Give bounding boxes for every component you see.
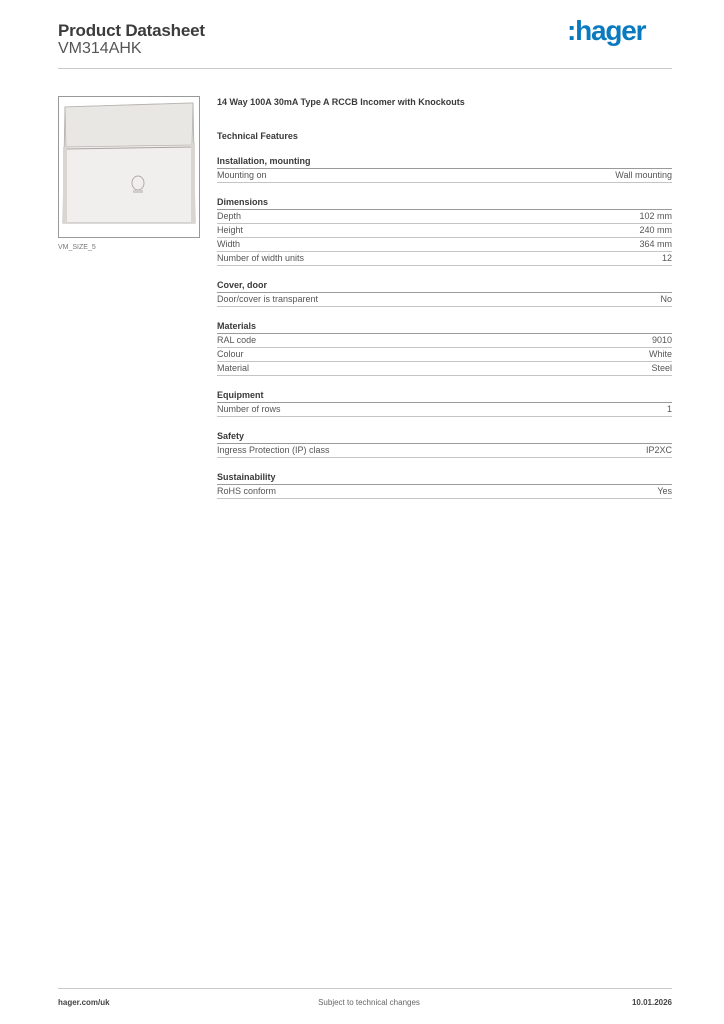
spec-groups	[217, 155, 672, 499]
spec-value: No	[660, 294, 672, 304]
spec-row	[217, 403, 672, 417]
spec-group-title: Safety	[217, 430, 672, 444]
spec-label: Mounting on	[217, 170, 267, 180]
spec-group-title: Equipment	[217, 389, 672, 403]
spec-group	[217, 155, 672, 183]
spec-label: Ingress Protection (IP) class	[217, 445, 330, 455]
spec-group-title: Dimensions	[217, 196, 672, 210]
spec-row	[217, 334, 672, 348]
spec-label: Width	[217, 239, 241, 249]
image-caption: VM_SIZE_5	[58, 244, 96, 251]
footer-notice: Subject to technical changes	[318, 998, 420, 1007]
spec-value: 12	[661, 253, 672, 263]
spec-value: IP2XC	[645, 445, 672, 455]
footer-date: 10.01.2026	[631, 998, 672, 1007]
spec-label: Colour	[217, 349, 244, 359]
technical-features-heading: Technical Features	[217, 131, 298, 141]
spec-label: RAL code	[217, 335, 257, 345]
footer-website-link[interactable]: hager.com/uk	[58, 998, 110, 1007]
product-image	[58, 96, 200, 238]
spec-label: Depth	[217, 211, 242, 221]
spec-label: Number of width units	[217, 253, 305, 263]
spec-value: 364 mm	[639, 239, 672, 249]
spec-group	[217, 471, 672, 499]
spec-group-title: Materials	[217, 320, 672, 334]
spec-value: 9010	[651, 335, 672, 345]
spec-group-title: Installation, mounting	[217, 155, 672, 169]
spec-group	[217, 430, 672, 458]
page-title: Product Datasheet	[58, 21, 205, 40]
spec-label: Door/cover is transparent	[217, 294, 319, 304]
spec-value: 240 mm	[639, 225, 672, 235]
spec-label: Height	[217, 225, 244, 235]
spec-row	[217, 169, 672, 183]
spec-group	[217, 196, 672, 266]
spec-row	[217, 224, 672, 238]
product-code: VM314AHK	[58, 40, 142, 57]
spec-group	[217, 389, 672, 417]
spec-label: RoHS conform	[217, 486, 277, 496]
spec-row	[217, 362, 672, 376]
spec-row	[217, 252, 672, 266]
spec-row	[217, 348, 672, 362]
spec-value: Steel	[651, 363, 672, 373]
spec-label: Number of rows	[217, 404, 281, 414]
spec-group-title: Sustainability	[217, 471, 672, 485]
spec-content	[217, 96, 672, 499]
spec-group	[217, 279, 672, 307]
spec-value: White	[648, 349, 672, 359]
spec-group	[217, 320, 672, 376]
spec-label: Material	[217, 363, 250, 373]
footer-divider	[58, 988, 672, 989]
spec-value: Wall mounting	[615, 170, 672, 180]
spec-row	[217, 485, 672, 499]
spec-value: Yes	[657, 486, 672, 496]
hager-logo[interactable]: :hager	[567, 15, 646, 46]
spec-row	[217, 444, 672, 458]
spec-row	[217, 238, 672, 252]
product-description: 14 Way 100A 30mA Type A RCCB Incomer with Knockouts	[217, 97, 465, 107]
header-divider	[58, 68, 672, 69]
spec-row	[217, 293, 672, 307]
spec-value: 1	[666, 404, 672, 414]
spec-value: 102 mm	[639, 211, 672, 221]
enclosure-illustration	[59, 97, 199, 237]
spec-row	[217, 210, 672, 224]
spec-group-title: Cover, door	[217, 279, 672, 293]
